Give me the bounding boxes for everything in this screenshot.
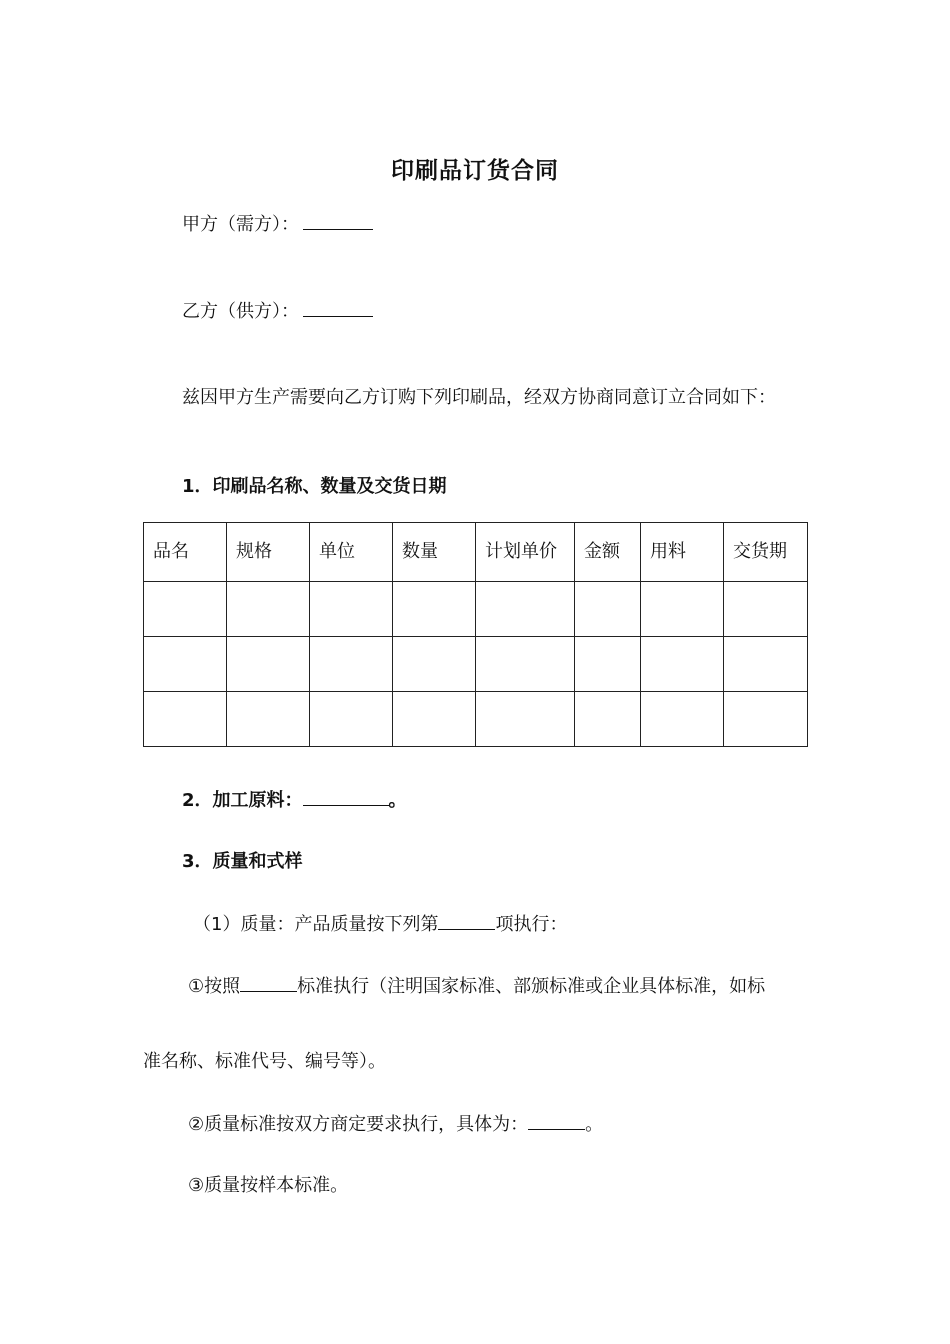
table-row (144, 692, 808, 747)
header-spec: 规格 (227, 523, 310, 582)
quality-item-blank[interactable] (438, 912, 495, 930)
quality-item-1-continued: 准名称、标准代号、编号等）。 (143, 1051, 386, 1072)
table-header-row (144, 523, 808, 582)
section-2-heading: 2．加工原料： (182, 790, 303, 811)
item-2-suffix: 。 (585, 1114, 604, 1135)
table-cell[interactable] (476, 582, 575, 637)
table-cell[interactable] (575, 637, 641, 692)
party-b-label: 乙方（供方）： (182, 301, 299, 322)
header-delivery-date: 交货期 (724, 523, 808, 582)
requirement-blank[interactable] (528, 1112, 585, 1130)
quality-line (193, 912, 567, 937)
intro-text: 兹因甲方生产需要向乙方订购下列印刷品，经双方协商同意订立合同如下： (182, 387, 776, 408)
table-cell[interactable] (724, 692, 808, 747)
quality-suffix: 项执行： (495, 914, 568, 935)
header-unit: 单位 (310, 523, 393, 582)
header-amount: 金额 (575, 523, 641, 582)
table-cell[interactable] (310, 637, 393, 692)
raw-material-blank[interactable] (303, 788, 389, 806)
table-cell[interactable] (227, 582, 310, 637)
quality-item-2 (188, 1112, 603, 1137)
header-product-name: 品名 (144, 523, 227, 582)
header-planned-price: 计划单价 (476, 523, 575, 582)
table-cell[interactable] (641, 637, 724, 692)
party-a-blank[interactable] (303, 212, 373, 230)
order-table (143, 522, 808, 747)
party-b-blank[interactable] (303, 299, 373, 317)
table-cell[interactable] (476, 637, 575, 692)
table-cell[interactable] (476, 692, 575, 747)
section-3-heading: 3．质量和式样 (182, 851, 303, 872)
party-a-label: 甲方（需方）： (182, 214, 299, 235)
table-cell[interactable] (227, 692, 310, 747)
table-cell[interactable] (227, 637, 310, 692)
quality-item-3: ③质量按样本标准。 (188, 1175, 349, 1196)
party-b-line (182, 299, 373, 324)
item-2-prefix: ②质量标准按双方商定要求执行，具体为： (188, 1114, 529, 1135)
table-row (144, 582, 808, 637)
table-row (144, 637, 808, 692)
table-cell[interactable] (641, 582, 724, 637)
standard-blank[interactable] (240, 974, 297, 992)
table-cell[interactable] (724, 637, 808, 692)
table-cell[interactable] (641, 692, 724, 747)
section-2-line (182, 788, 407, 813)
table-cell[interactable] (310, 692, 393, 747)
header-quantity: 数量 (393, 523, 476, 582)
table-cell[interactable] (393, 582, 476, 637)
section-2-suffix: 。 (388, 790, 407, 811)
item-1-prefix: ①按照 (188, 976, 241, 997)
party-a-line (182, 212, 373, 237)
quality-prefix: （1）质量：产品质量按下列第 (193, 914, 439, 935)
quality-item-1 (188, 974, 765, 999)
table-cell[interactable] (144, 692, 227, 747)
table-cell[interactable] (724, 582, 808, 637)
header-material: 用料 (641, 523, 724, 582)
table-cell[interactable] (393, 637, 476, 692)
section-1-heading: 1．印刷品名称、数量及交货日期 (182, 476, 447, 497)
item-1-suffix: 标准执行（注明国家标准、部颁标准或企业具体标准，如标 (297, 976, 766, 997)
page-title: 印刷品订货合同 (391, 158, 559, 184)
table-cell[interactable] (575, 692, 641, 747)
table-cell[interactable] (144, 637, 227, 692)
table-cell[interactable] (310, 582, 393, 637)
table-cell[interactable] (575, 582, 641, 637)
table-cell[interactable] (144, 582, 227, 637)
table-cell[interactable] (393, 692, 476, 747)
